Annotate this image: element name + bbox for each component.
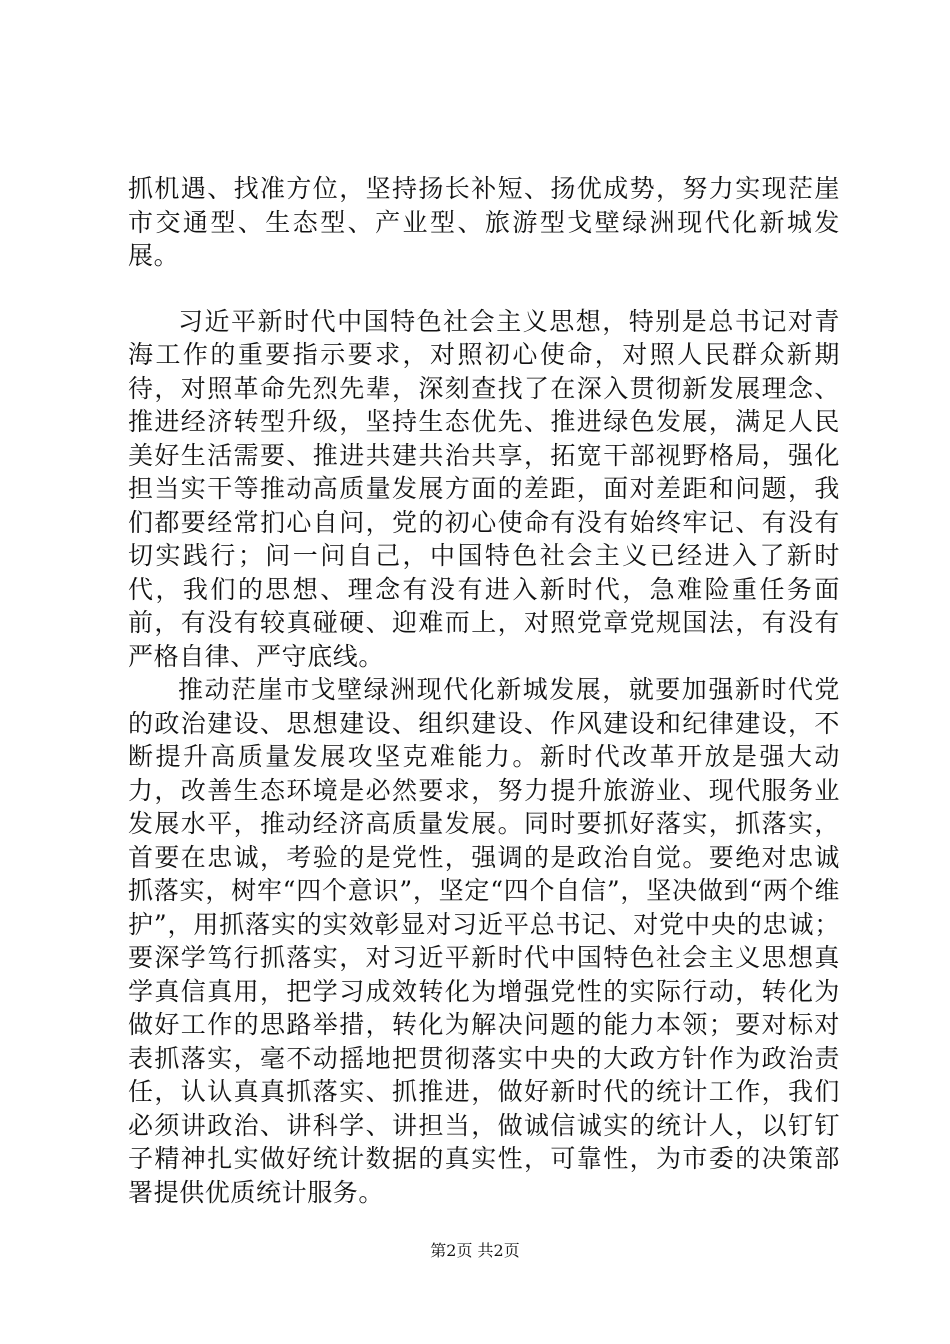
paragraph-2: 习近平新时代中国特色社会主义思想，特别是总书记对青海工作的重要指示要求，对照初心使命，对照人民群众新期待，对照革命先烈先辈，深刻查找了在深入贯彻新发展理念、推进经济转型升级，坚持生态优先、推进绿色发展，满足人民美好生活需要、推进共建共治共享，拓宽干部视野格局，强化担当实干等推动高质量发展方面的差距，面对差距和问题，我们都要经常扪心自问，党的初心使命有没有始终牢记、有没有切实践行；问一问自己，中国特色社会主义已经进入了新时代，我们的思想、理念有没有进入新时代，急难险重任务面前，有没有较真碰硬、迎难而上，对照党章党规国法，有没有严格自律、严守底线。: [128, 306, 840, 671]
paragraph-3: 推动茫崖市戈壁绿洲现代化新城发展，就要加强新时代党的政治建设、思想建设、组织建设、作风建设和纪律建设，不断提升高质量发展攻坚克难能力。新时代改革开放是强大动力，改善生态环境是必然要求，努力提升旅游业、现代服务业发展水平，推动经济高质量发展。同时要抓好落实，抓落实，首要在忠诚，考验的是党性，强调的是政治自觉。要绝对忠诚抓落实，树牢“四个意识”，坚定“四个自信”，坚决做到“两个维护”，用抓落实的实效彰显对习近平总书记、对党中央的忠诚；要深学笃行抓落实，对习近平新时代中国特色社会主义思想真学真信真用，把学习成效转化为增强党性的实际行动，转化为做好工作的思路举措，转化为解决问题的能力本领；要对标对表抓落实，毫不动摇地把贯彻落实中央的大政方针作为政治责任，认认真真抓落实、抓推进，做好新时代的统计工作，我们必须讲政治、讲科学、讲担当，做诚信诚实的统计人，以钉钉子精神扎实做好统计数据的真实性，可靠性，为市委的决策部署提供优质统计服务。: [128, 675, 840, 1207]
paragraph-1: 抓机遇、找准方位，坚持扬长补短、扬优成势，努力实现茫崖市交通型、生态型、产业型、旅游型戈壁绿洲现代化新城发展。: [128, 174, 840, 270]
page-footer: 第2页 共2页: [430, 1241, 520, 1260]
document-body: [128, 172, 840, 1209]
